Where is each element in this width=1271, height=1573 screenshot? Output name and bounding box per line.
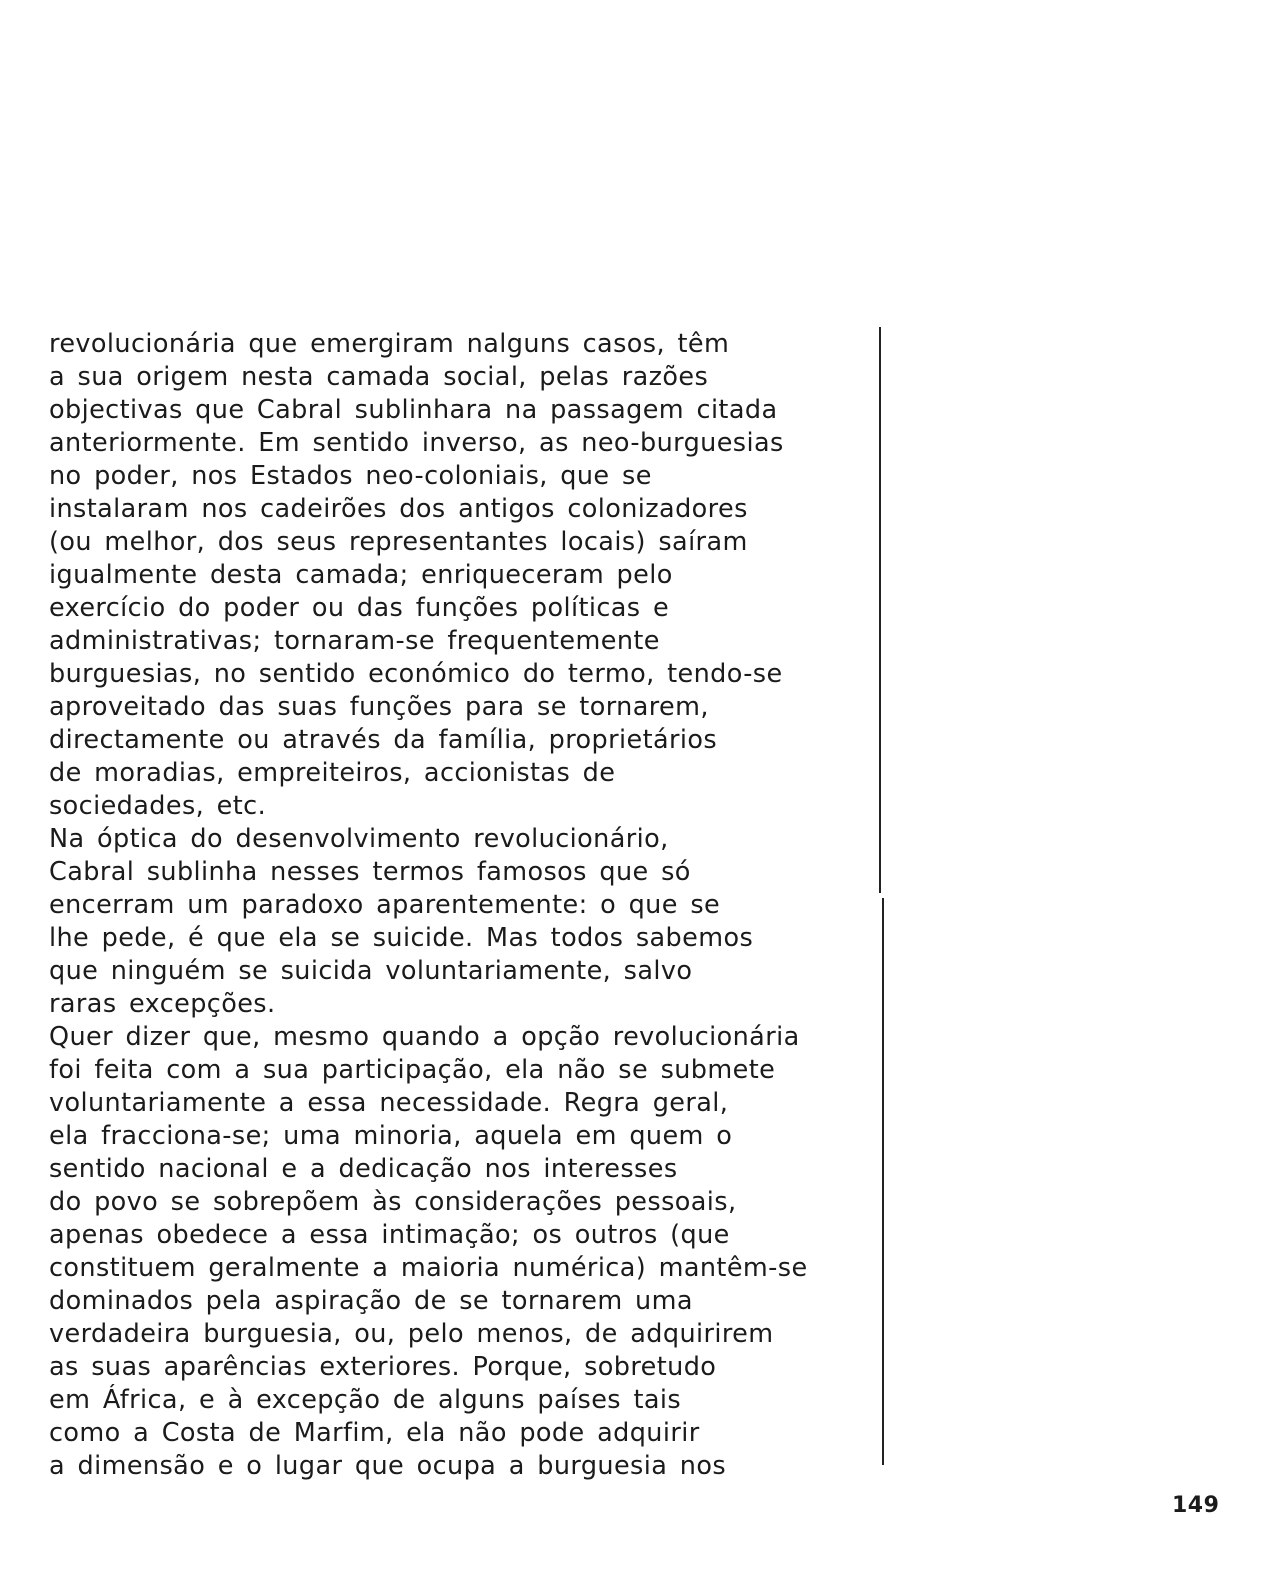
text-line: ela fracciona-se; uma minoria, aquela em quem o	[49, 1121, 733, 1151]
text-line: sociedades, etc.	[49, 791, 267, 821]
text-line: lhe pede, é que ela se suicide. Mas todos sabemos	[49, 923, 754, 953]
text-line: como a Costa de Marfim, ela não pode adquirir	[49, 1418, 700, 1448]
text-line: Na óptica do desenvolvimento revolucionário,	[49, 824, 669, 854]
text-line: voluntariamente a essa necessidade. Regra geral,	[49, 1088, 729, 1118]
text-line: foi feita com a sua participação, ela não se submete	[49, 1055, 776, 1085]
page-number: 149	[1172, 1493, 1220, 1518]
text-line: raras excepções.	[49, 989, 276, 1019]
text-line: as suas aparências exteriores. Porque, sobretudo	[49, 1352, 717, 1382]
text-line: aproveitado das suas funções para se tornarem,	[49, 692, 709, 722]
text-line: dominados pela aspiração de se tornarem uma	[49, 1286, 693, 1316]
margin-rule-upper	[879, 327, 881, 893]
text-line: a sua origem nesta camada social, pelas razões	[49, 362, 709, 392]
text-line: verdadeira burguesia, ou, pelo menos, de adquirirem	[49, 1319, 774, 1349]
margin-rule-lower	[882, 898, 884, 1465]
text-line: revolucionária que emergiram nalguns casos, têm	[49, 329, 730, 359]
text-line: igualmente desta camada; enriqueceram pelo	[49, 560, 673, 590]
text-line: instalaram nos cadeirões dos antigos colonizadores	[49, 494, 748, 524]
text-line: encerram um paradoxo aparentemente: o que se	[49, 890, 721, 920]
text-line: que ninguém se suicida voluntariamente, salvo	[49, 956, 693, 986]
text-line: burguesias, no sentido económico do termo, tendo-se	[49, 659, 783, 689]
text-line: sentido nacional e a dedicação nos interesses	[49, 1154, 678, 1184]
text-line: exercício do poder ou das funções políticas e	[49, 593, 670, 623]
text-line: Cabral sublinha nesses termos famosos que só	[49, 857, 691, 887]
text-line: a dimensão e o lugar que ocupa a burguesia nos	[49, 1451, 727, 1481]
text-line: em África, e à excepção de alguns países tais	[49, 1385, 682, 1415]
text-line: directamente ou através da família, proprietários	[49, 725, 718, 755]
text-line: (ou melhor, dos seus representantes locais) saíram	[49, 527, 748, 557]
text-line: anteriormente. Em sentido inverso, as neo-burguesias	[49, 428, 784, 458]
text-line: apenas obedece a essa intimação; os outros (que	[49, 1220, 730, 1250]
text-line: no poder, nos Estados neo-coloniais, que se	[49, 461, 652, 491]
text-line: do povo se sobrepõem às considerações pessoais,	[49, 1187, 737, 1217]
text-line: constituem geralmente a maioria numérica) mantêm-se	[49, 1253, 808, 1283]
text-line: Quer dizer que, mesmo quando a opção revolucionária	[49, 1022, 800, 1052]
text-line: administrativas; tornaram-se frequentemente	[49, 626, 660, 656]
body-text	[49, 328, 879, 1483]
text-line: de moradias, empreiteiros, accionistas de	[49, 758, 616, 788]
text-line: objectivas que Cabral sublinhara na passagem citada	[49, 395, 778, 425]
